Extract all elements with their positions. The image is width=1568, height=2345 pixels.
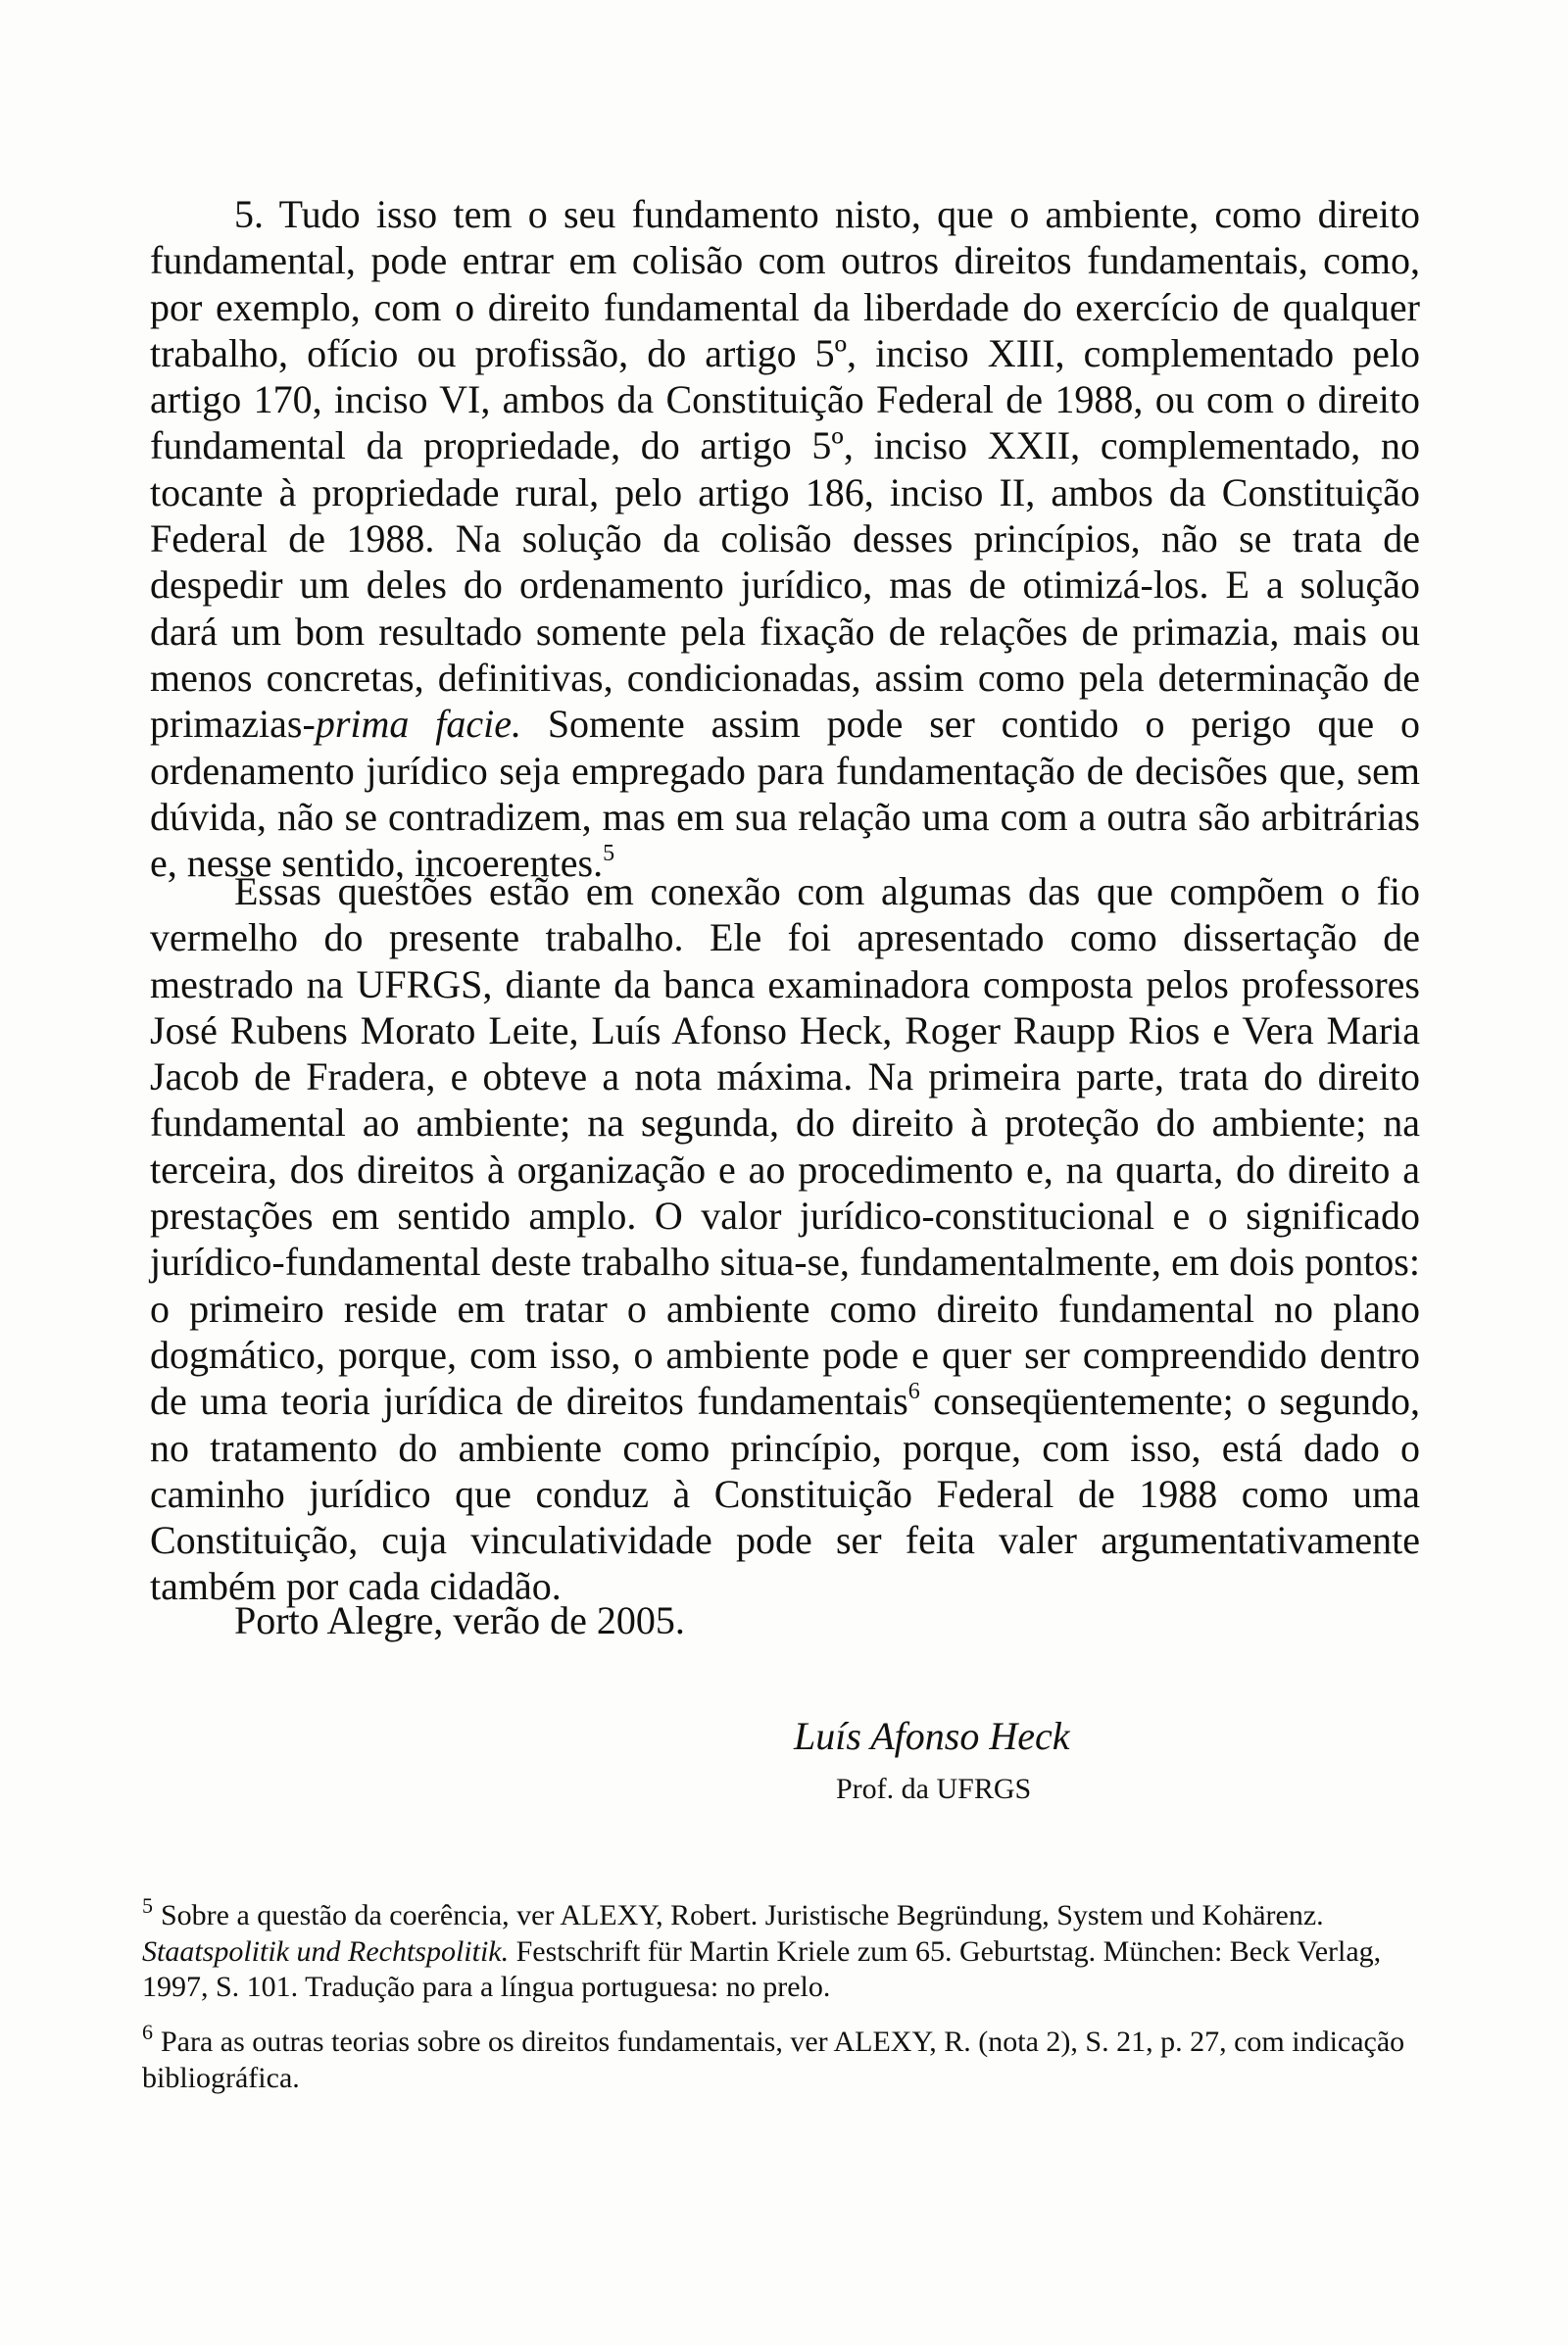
author-affiliation: Prof. da UFRGS	[836, 1773, 1032, 1805]
author-signature-name: Luís Afonso Heck	[794, 1714, 1070, 1758]
footnote-6	[142, 2020, 1416, 2096]
paragraph-1-text: 5. Tudo isso tem o seu fundamento nisto, que o ambiente, como direito fundamental, pode entrar em colisão com outros direitos fundamentais, como, por exemplo, com o direito fundamental da liberdade do exercício de qualquer trabalho, ofício ou profissão, do artigo 5º, inciso XIII, complementado pelo artigo 170, inciso VI, ambos da Constituição Federal de 1988, ou com o direito fundamental da propriedade, do artigo 5º, inciso XXII, complementado, no tocante à propriedade rural, pelo artigo 186, inciso II, ambos da Constituição Federal de 1988. Na solução da colisão desses princípios, não se trata de despedir um deles do ordenamento jurídico, mas de otimizá-los. E a solução dará um bom resultado somente pela fixação de relações de primazia, mais ou menos concretas, definitivas, condicionadas, assim como pela determinação de primazias-	[150, 192, 1420, 747]
footnote-5	[142, 1893, 1416, 2006]
footnote-number: 5	[142, 1893, 153, 1918]
footnote-text: Para as outras teorias sobre os direitos fundamentais, ver ALEXY, R. (nota 2), S. 21, p. 27, com indicação bibliográfica.	[142, 2026, 1405, 2094]
paragraph-2-text-continued: conseqüentemente; o segundo, no tratamento do ambiente como princípio, porque, com isso, está dado o caminho jurídico que conduz à Constituição Federal de 1988 como uma Constituição, cuja vinculatividade pode ser feita valer argumentativamente também por cada cidadão.	[150, 1379, 1420, 1609]
footnote-text-continued: Festschrift für Martin Kriele zum 65. Geburtstag. München: Beck Verlag, 1997, S. 101. Tradução para a língua portuguesa: no prelo.	[142, 1934, 1382, 2003]
body-paragraph-2	[150, 868, 1420, 1610]
footnote-text: Sobre a questão da coerência, ver ALEXY, Robert. Juristische Begründung, System und Kohärenz.	[161, 1899, 1324, 1931]
paragraph-2-text: Essas questões estão em conexão com algumas das que compõem o fio vermelho do presente trabalho. Ele foi apresentado como dissertação de mestrado na UFRGS, diante da banca examinadora composta pelos professores José Rubens Morato Leite, Luís Afonso Heck, Roger Raupp Rios e Vera Maria Jacob de Fradera, e obteve a nota máxima. Na primeira parte, trata do direito fundamental ao ambiente; na segunda, do direito à proteção do ambiente; na terceira, dos direitos à organização e ao procedimento e, na quarta, do direito a prestações em sentido amplo. O valor jurídico-constitucional e o significado jurídico-fundamental deste trabalho situa-se, fundamentalmente, em dois pontos: o primeiro reside em tratar o ambiente como direito fundamental no plano dogmático, porque, com isso, o ambiente pode e quer ser compreendido dentro de uma teoria jurídica de direitos fundamentais	[150, 869, 1420, 1424]
footnote-reference-5: 5	[603, 841, 615, 867]
paragraph-1-italic-term: prima facie.	[315, 702, 521, 747]
footnote-number: 6	[142, 2020, 153, 2044]
place-and-date: Porto Alegre, verão de 2005.	[234, 1598, 685, 1642]
footnote-reference-6: 6	[907, 1379, 920, 1405]
footnote-italic-title: Staatspolitik und Rechtspolitik.	[142, 1934, 510, 1968]
body-paragraph-1	[150, 191, 1420, 886]
paragraph-1-text-continued: Somente assim pode ser contido o perigo que o ordenamento jurídico seja empregado para fundamentação de decisões que, sem dúvida, não se contradizem, mas em sua relação uma com a outra são arbitrárias e, nesse sentido, incoerentes.	[150, 702, 1420, 886]
